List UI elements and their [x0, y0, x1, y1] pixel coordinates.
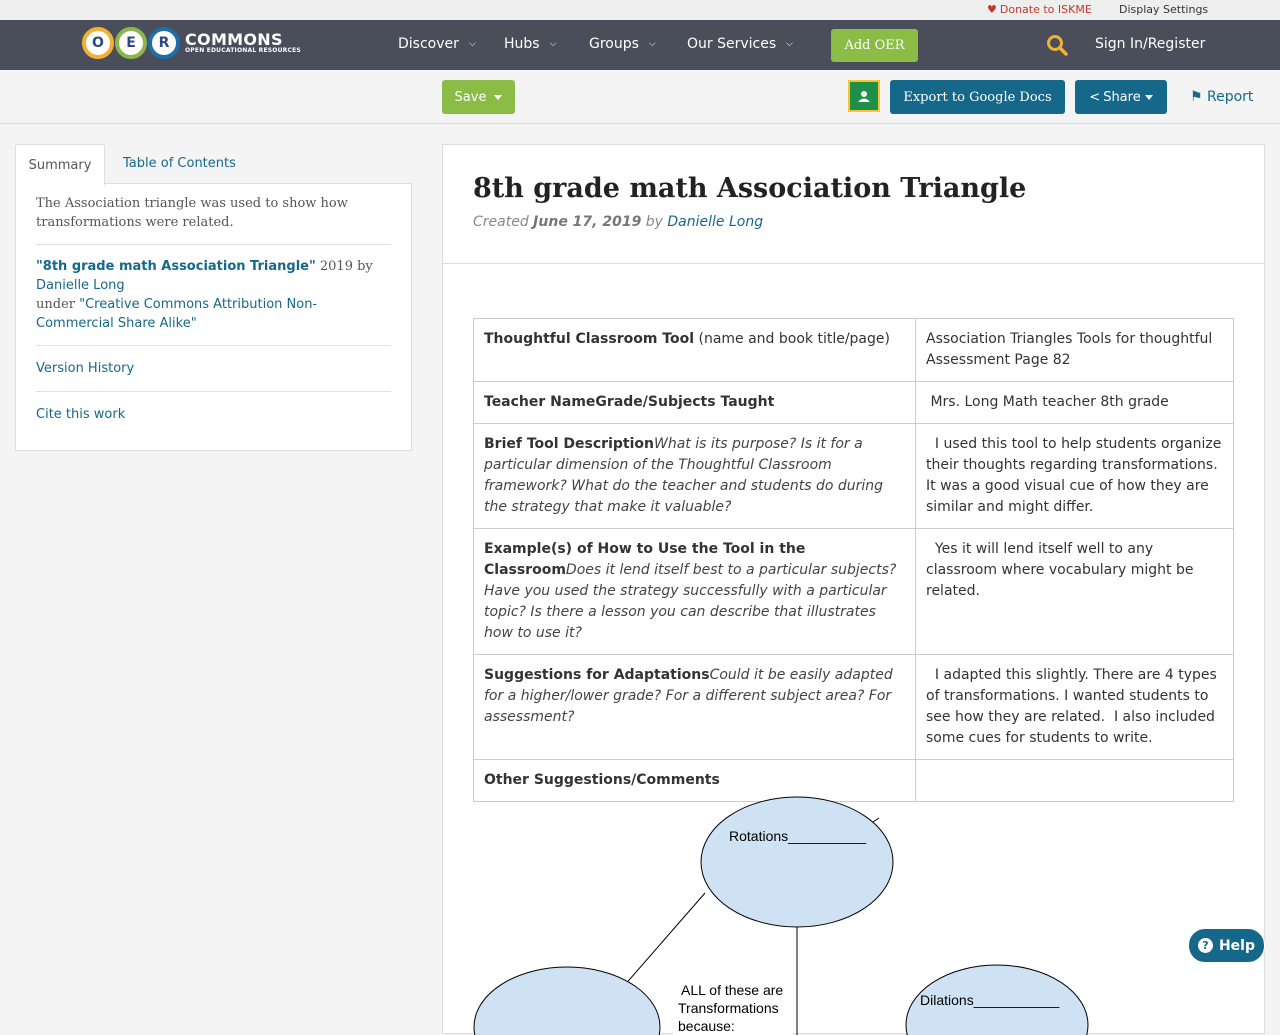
resource-action-bar — [0, 70, 1280, 124]
row-heading: Other Suggestions/Comments — [484, 772, 720, 788]
table-row — [474, 529, 1234, 655]
connector-line — [623, 893, 705, 987]
tool-info-table — [473, 318, 1234, 802]
divider — [443, 263, 1264, 264]
report-label: Report — [1207, 89, 1254, 105]
save-label: Save — [454, 89, 487, 105]
nav-groups-label: Groups — [589, 36, 639, 52]
table-cell-value: I adapted this slightly. There are 4 types of transformations. I wanted students to see how they are related. I also included some cues for students to write. — [916, 655, 1234, 760]
logo-letter-e: E — [115, 27, 147, 59]
attribution-author-link[interactable]: Danielle Long — [36, 278, 125, 293]
main-nav — [0, 20, 1280, 70]
help-button[interactable] — [1188, 928, 1265, 963]
table-row — [474, 319, 1234, 382]
divider — [36, 391, 391, 392]
logo-letter-o: O — [82, 27, 114, 59]
sidebar-tabs — [15, 144, 412, 184]
association-triangle-diagram — [473, 795, 1234, 1035]
chevron-down-icon: ⌵ — [549, 39, 557, 49]
tab-summary[interactable]: Summary — [15, 144, 105, 185]
chevron-down-icon: ⌵ — [648, 39, 656, 49]
table-row — [474, 382, 1234, 424]
save-button[interactable] — [442, 80, 515, 114]
chevron-down-icon: ⌵ — [468, 39, 476, 49]
resource-title: 8th grade math Association Triangle — [473, 173, 1027, 204]
divider — [36, 244, 391, 245]
attribution — [36, 257, 391, 333]
row-subtext: (name and book title/page) — [694, 331, 890, 347]
rotations-label: Rotations__________ — [729, 828, 867, 844]
nav-groups[interactable] — [589, 36, 656, 52]
table-cell-value: I used this tool to help students organize their thoughts regarding transformations. It was a good visual cue of how they are similar and might differ. — [916, 424, 1234, 529]
table-row — [474, 655, 1234, 760]
table-cell-value: Yes it will lend itself well to any classroom where vocabulary might be related. — [916, 529, 1234, 655]
table-cell-label — [474, 382, 916, 424]
flag-icon: ⚑ — [1190, 89, 1203, 105]
by-label: by — [645, 214, 663, 230]
attribution-under: under — [36, 297, 80, 312]
logo-text — [185, 32, 301, 54]
google-classroom-icon — [850, 82, 878, 110]
author-link[interactable]: Danielle Long — [667, 214, 764, 230]
summary-panel — [15, 183, 412, 451]
add-oer-button[interactable]: Add OER — [831, 29, 918, 62]
attribution-title-link[interactable]: "8th grade math Association Triangle" — [36, 259, 316, 274]
row-heading: Brief Tool Description — [484, 436, 654, 452]
table-cell-value: Mrs. Long Math teacher 8th grade — [916, 382, 1234, 424]
donate-link[interactable] — [987, 3, 1092, 16]
resource-description: The Association triangle was used to show how transformations were related. — [36, 196, 348, 230]
resource-meta — [473, 214, 763, 230]
search-icon[interactable] — [1046, 34, 1068, 56]
logo-name: COMMONS — [185, 30, 283, 49]
logo-letter-r: R — [148, 27, 180, 59]
nav-our-services[interactable] — [687, 36, 793, 52]
caret-down-icon — [494, 95, 502, 100]
share-button[interactable] — [1075, 80, 1167, 114]
created-label: Created — [473, 214, 529, 230]
center-text-line1: ALL of these are — [681, 982, 784, 998]
created-date: June 17, 2019 — [533, 214, 642, 230]
dilations-label: Dilations___________ — [920, 992, 1060, 1008]
report-link[interactable] — [1190, 89, 1253, 105]
logo-tagline: OPEN EDUCATIONAL RESOURCES — [185, 47, 301, 54]
table-cell-label — [474, 655, 916, 760]
table-row — [474, 424, 1234, 529]
table-cell-label — [474, 319, 916, 382]
tab-table-of-contents[interactable]: Table of Contents — [123, 156, 236, 171]
export-google-docs-button[interactable]: Export to Google Docs — [890, 80, 1065, 114]
row-heading: Thoughtful Classroom Tool — [484, 331, 695, 347]
version-history-link[interactable]: Version History — [36, 361, 135, 376]
row-subtext: What is its purpose? Is it for a particular dimension of the Thoughtful Classroom framework? What do the teacher and students do during the strategy that make it valuable? — [484, 436, 884, 515]
caret-down-icon — [1145, 95, 1153, 100]
display-settings-link[interactable]: Display Settings — [1119, 3, 1209, 16]
chevron-down-icon: ⌵ — [786, 39, 793, 49]
nav-hubs-label: Hubs — [504, 36, 540, 52]
cite-this-work-link[interactable]: Cite this work — [36, 407, 126, 422]
nav-our-services-label: Our Services — [687, 36, 777, 52]
help-label: Help — [1218, 937, 1256, 954]
row-heading: Example(s) of How to Use the Tool in the Classroom — [484, 541, 806, 578]
google-classroom-button[interactable] — [848, 80, 880, 112]
sign-in-register-link[interactable]: Sign In/Register — [1095, 36, 1206, 52]
donate-label: Donate to ISKME — [999, 3, 1092, 16]
table-cell-label — [474, 424, 916, 529]
row-subtext: Does it lend itself best to a particular subjects? Have you used the strategy successfully with a particular topic? Is there a lesson you can describe that illustrates how to use it? — [484, 562, 897, 641]
share-icon: < — [1089, 89, 1101, 105]
row-heading: Teacher NameGrade/Subjects Taught — [484, 394, 775, 410]
attribution-year: 2019 by — [315, 259, 373, 274]
table-cell-value: Association Triangles Tools for thoughtful Assessment Page 82 — [916, 319, 1234, 382]
question-icon: ? — [1198, 938, 1213, 953]
utility-bar — [0, 0, 1280, 20]
nav-hubs[interactable] — [504, 36, 556, 52]
center-text-line2: Transformations — [678, 1000, 779, 1016]
row-subtext: Could it be easily adapted for a higher/lower grade? For a different subject area? For assessment? — [484, 667, 893, 725]
heart-icon: ♥ — [987, 3, 997, 16]
row-heading: Suggestions for Adaptations — [484, 667, 710, 683]
license-link[interactable]: "Creative Commons Attribution Non-Commercial Share Alike" — [36, 297, 318, 331]
connector-tick — [873, 818, 879, 822]
nav-discover-label: Discover — [398, 36, 459, 52]
share-label: Share — [1103, 89, 1141, 105]
rotations-bubble — [701, 797, 893, 927]
center-text-line3: because: — [678, 1018, 735, 1034]
divider — [36, 345, 391, 346]
table-cell-label — [474, 529, 916, 655]
oer-commons-logo[interactable] — [82, 25, 301, 61]
nav-discover[interactable] — [398, 36, 476, 52]
resource-panel — [442, 144, 1265, 1034]
